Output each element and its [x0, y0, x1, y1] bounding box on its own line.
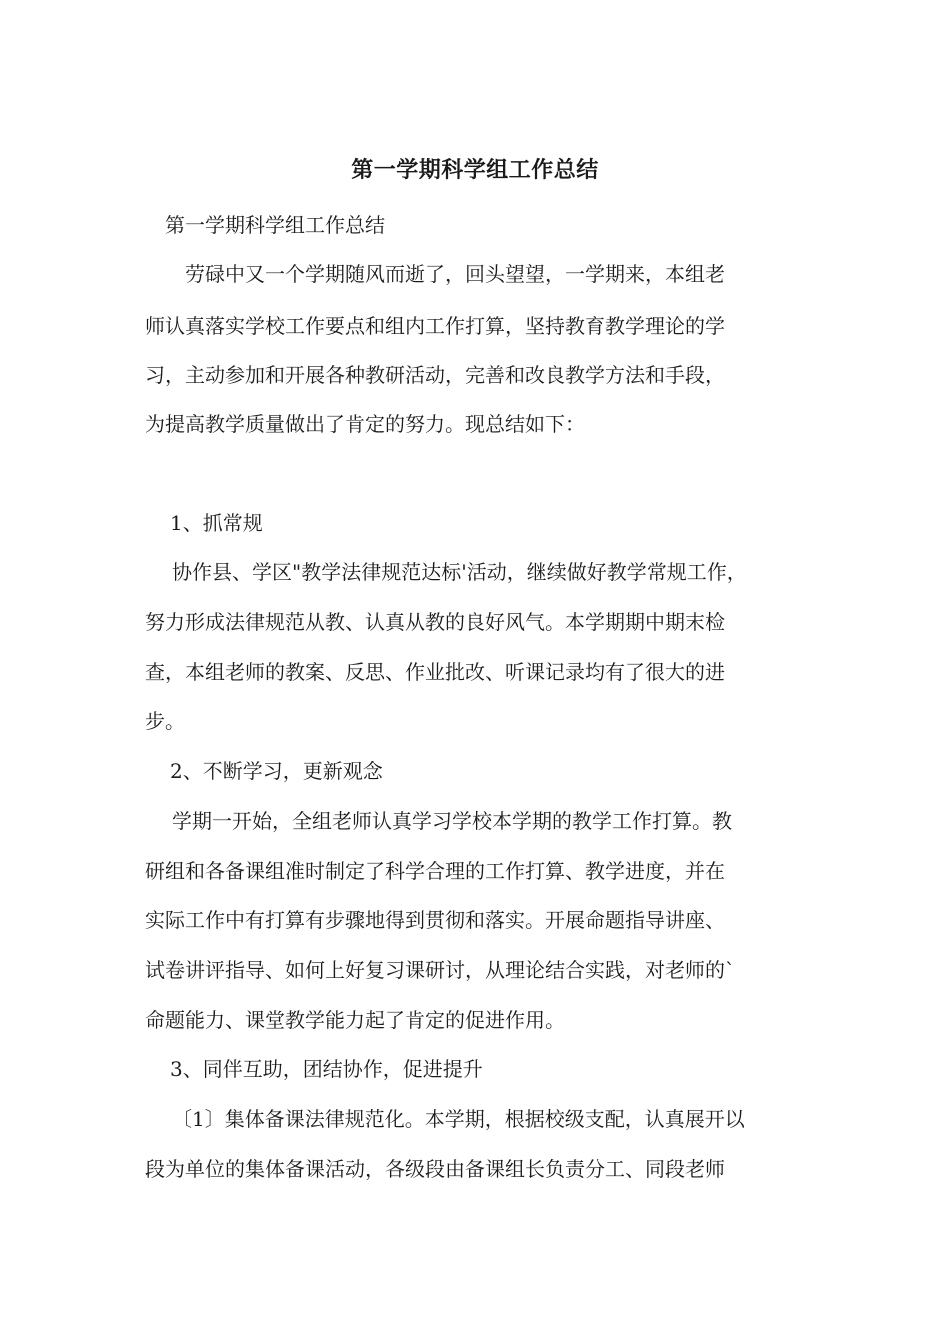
section-heading: 1、抓常规 — [170, 511, 263, 535]
paragraph-line: 协作县、学区"教学法律规范达标'活动，继续做好教学常规工作， — [172, 560, 747, 584]
paragraph-line: 试卷讲评指导、如何上好复习课研讨，从理论结合实践，对老师的` — [145, 958, 735, 982]
intro-line: 为提高教学质量做出了肯定的努力。现总结如下： — [145, 412, 585, 436]
paragraph-line: 实际工作中有打算有步骤地得到贯彻和落实。开展命题指导讲座、 — [145, 908, 725, 932]
document-title: 第一学期科学组工作总结 — [351, 157, 599, 183]
paragraph-line: 学期一开始，全组老师认真学习学校本学期的教学工作打算。教 — [172, 809, 732, 833]
intro-line: 习，主动参加和开展各种教研活动，完善和改良教学方法和手段， — [145, 363, 725, 387]
document-subtitle: 第一学期科学组工作总结 — [165, 213, 385, 237]
section-heading: 3、同伴互助，团结协作，促进提升 — [170, 1057, 483, 1081]
section-heading: 2、不断学习，更新观念 — [170, 759, 383, 783]
intro-line: 劳碌中又一个学期随风而逝了，回头望望，一学期来，本组老 — [185, 262, 725, 286]
paragraph-line: 〔1〕集体备课法律规范化。本学期，根据校级支配，认真展开以 — [172, 1107, 745, 1131]
paragraph-line: 查，本组老师的教案、反思、作业批改、听课记录均有了很大的进 — [145, 660, 725, 684]
intro-line: 师认真落实学校工作要点和组内工作打算，坚持教育教学理论的学 — [145, 314, 725, 338]
paragraph-line: 研组和各备课组准时制定了科学合理的工作打算、教学进度，并在 — [145, 859, 725, 883]
paragraph-line: 努力形成法律规范从教、认真从教的良好风气。本学期期中期末检 — [145, 610, 725, 634]
paragraph-line: 步。 — [145, 709, 185, 733]
paragraph-line: 段为单位的集体备课活动，各级段由备课组长负责分工、同段老师 — [145, 1157, 725, 1181]
paragraph-line: 命题能力、课堂教学能力起了肯定的促进作用。 — [145, 1008, 565, 1032]
